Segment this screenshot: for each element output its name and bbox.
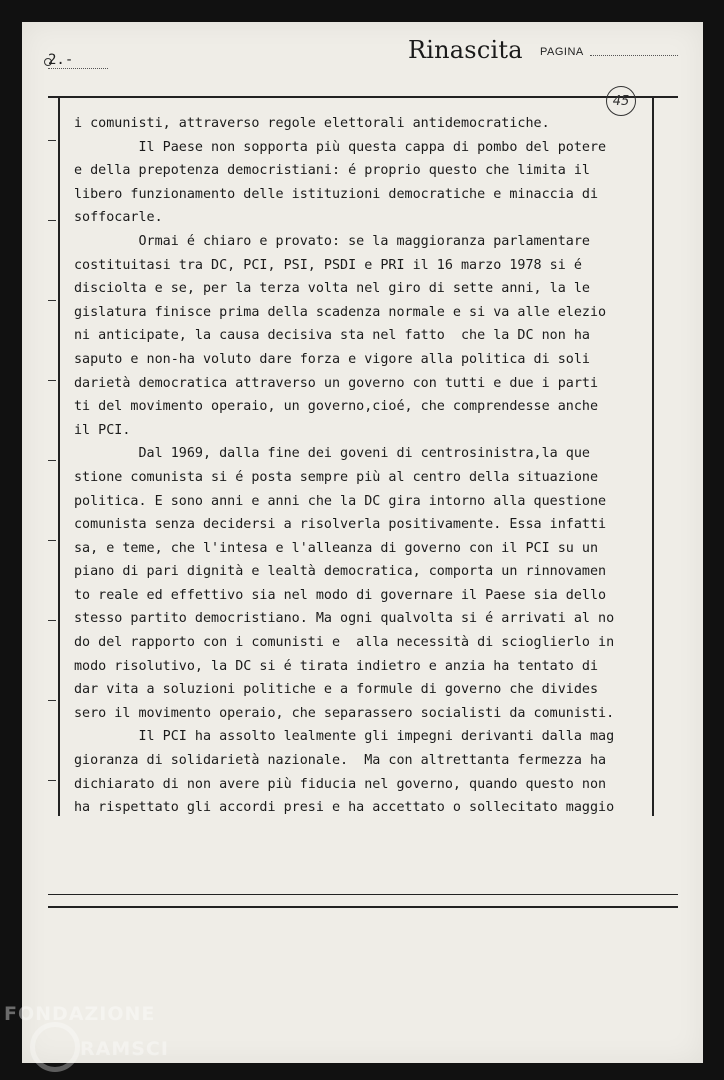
masthead-title: Rinascita xyxy=(408,36,523,64)
footer-rule xyxy=(48,894,678,895)
text-line: darietà democratica attraverso un governo con tutti e due i parti xyxy=(74,375,599,391)
text-line: do del rapporto con i comunisti e alla necessità di scioglierlo in xyxy=(74,635,615,651)
text-line: to reale ed effettivo sia nel modo di governare il Paese sia dello xyxy=(74,587,607,603)
text-line: sero il movimento operaio, che separassero socialisti da comunisti. xyxy=(74,705,615,721)
text-line: Ormai é chiaro e provato: se la maggioranza parlamentare xyxy=(74,233,590,249)
text-line: Dal 1969, dalla fine dei goveni di centrosinistra,la que xyxy=(74,446,590,462)
text-line: stione comunista si é posta sempre più al centro della situazione xyxy=(74,469,599,485)
text-line: ti del movimento operaio, un governo,cioé, che comprendesse anche xyxy=(74,399,599,415)
text-line: gislatura finisce prima della scadenza normale e si va alle elezio xyxy=(74,304,607,320)
text-line: soffocarle. xyxy=(74,210,163,226)
watermark-line1: FONDAZIONE xyxy=(4,1003,156,1025)
text-line: stesso partito democristiano. Ma ogni qualvolta si é arrivati al no xyxy=(74,611,615,627)
watermark-line2: RAMSCI xyxy=(80,1038,169,1060)
text-line: libero funzionamento delle istituzioni democratiche e minaccia di xyxy=(74,186,599,202)
left-margin-line xyxy=(58,98,60,816)
text-line: saputo e non-ha voluto dare forza e vigore alla politica di soli xyxy=(74,351,590,367)
text-line: disciolta e se, per la terza volta nel giro di sette anni, la le xyxy=(74,281,590,297)
text-line: il PCI. xyxy=(74,422,131,438)
text-line: costituitasi tra DC, PCI, PSI, PSDI e PRI il 16 marzo 1978 si é xyxy=(74,257,582,273)
pagina-label: PAGINA xyxy=(540,46,584,58)
right-margin-line xyxy=(652,98,654,816)
margin-ticks xyxy=(48,140,56,860)
text-line: gioranza di solidarietà nazionale. Ma con altrettanta fermezza ha xyxy=(74,753,607,769)
handwritten-page-annotation: 45 xyxy=(606,86,636,116)
text-line: piano di pari dignità e lealtà democratica, comporta un rinnovamen xyxy=(74,564,607,580)
page-number: 2.- xyxy=(48,52,108,69)
text-line: comunista senza decidersi a risolverla positivamente. Essa infatti xyxy=(74,517,607,533)
text-line: Il PCI ha assolto lealmente gli impegni derivanti dalla mag xyxy=(74,729,615,745)
typed-body-text xyxy=(74,112,650,820)
text-line: sa, e teme, che l'intesa e l'alleanza di governo con il PCI su un xyxy=(74,540,599,556)
pagina-field xyxy=(590,55,678,56)
archive-watermark xyxy=(4,1002,169,1072)
footer-rule-thick xyxy=(48,906,678,908)
text-line: politica. E sono anni e anni che la DC gira intorno alla questione xyxy=(74,493,607,509)
text-line: Il Paese non sopporta più questa cappa di pombo del potere xyxy=(74,139,607,155)
text-line: e della prepotenza democristiani: é proprio questo che limita il xyxy=(74,163,590,179)
text-line: ha rispettato gli accordi presi e ha accettato o sollecitato maggio xyxy=(74,800,615,816)
header-rule xyxy=(48,96,678,98)
text-line: i comunisti, attraverso regole elettorali antidemocratiche. xyxy=(74,116,550,131)
text-line: modo risolutivo, la DC si é tirata indietro e anzia ha tentato di xyxy=(74,658,599,674)
watermark-g-logo-icon xyxy=(30,1022,80,1072)
text-line: dar vita a soluzioni politiche e a formule di governo che divides xyxy=(74,682,599,698)
text-line: dichiarato di non avere più fiducia nel governo, quando questo non xyxy=(74,776,607,792)
text-line: ni anticipate, la causa decisiva sta nel fatto che la DC non ha xyxy=(74,328,590,344)
